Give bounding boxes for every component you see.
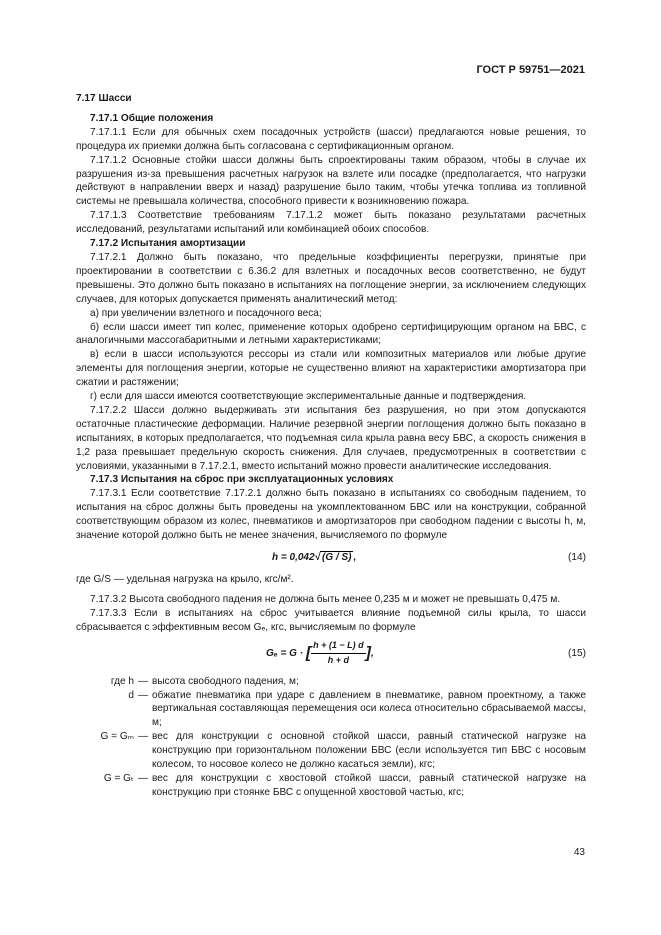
formula-14-explanation: где G/S — удельная нагрузка на крыло, кгс/м². xyxy=(76,574,294,585)
formula-15-lhs: Gₑ = G · xyxy=(266,647,304,659)
definition-item: d — обжатие пневматика при ударе с давлением в пневматике, равном проектному, а также вертикальная составляющая перемещения оси колеса относительно сбрасываемой массы, м; xyxy=(76,689,586,731)
document-body xyxy=(76,92,586,800)
paragraph: 7.17.3.2 Высота свободного падения не должна быть менее 0,235 м и может не превышать 0,475 м. xyxy=(90,593,561,605)
paragraph: 7.17.2.1 Должно быть показано, что предельные коэффициенты перегрузки, принятые при проектировании в соответствии с 6.36.2 для взлетных и посадочных весов соответственно, не будут превышены. Это должно быть показано в испытаниях на поглощение энергии, за исключением следующих случаев, для которых допускается применять аналитический метод: xyxy=(76,251,586,305)
formula-15-denominator: h + d xyxy=(327,654,350,665)
definition-text: обжатие пневматика при ударе с давлением в пневматике, равном проектному, а также вертикальная составляющая перемещения оси колеса относительно сбрасываемой массы, м; xyxy=(152,689,586,729)
formula-14-tail: , xyxy=(353,552,357,563)
list-item: г) если для шасси имеются соответствующие экспериментальные данные и подтверждения. xyxy=(90,391,527,403)
definition-item: G = Gₜ — вес для конструкции с хвостовой стойкой шасси, равный статической нагрузке на конструкцию при стоянке БВС с опущенной хвостовой частью, кгс; xyxy=(76,772,586,800)
subsection-title-general: 7.17.1 Общие положения xyxy=(90,112,214,124)
definition-term: где h xyxy=(110,675,134,687)
list-item: а) при увеличении взлетного и посадочного веса; xyxy=(90,307,322,319)
formula-15: Gₑ = G · [ $\frac{h + (1 - L) d}{h + d}$ ], (15) xyxy=(76,635,586,675)
definition-term: G = Gₘ xyxy=(100,731,134,743)
formula-14-radicand: (G / S) xyxy=(322,552,352,563)
standard-header: ГОСТ Р 59751—2021 xyxy=(476,64,585,76)
paragraph: 7.17.2.2 Шасси должно выдерживать эти испытания без разрушения, но при этом допускаются остаточные пластические деформации. Наличие резервной энергии поглощения должно быть показано в испытаниях, в которых предполагается, что подъемная сила крыла равна весу БВС, а скорость снижения в 1,2 раза превышает предельную скорость снижения. Для случаев, предусмотренных в соответствии с условиями, указанными в 7.17.2.1, вместо испытаний можно провести аналитические исследования. xyxy=(76,404,586,472)
definition-term: d xyxy=(128,689,134,701)
formula-14-number: (14) xyxy=(568,552,586,563)
paragraph: 7.17.3.3 Если в испытаниях на сброс учитывается влияние подъемной силы крыла, то шасси сбрасывается с эффективным весом Gₑ, кгс, вычисляемым по формуле xyxy=(76,607,586,633)
paragraph: 7.17.3.1 Если соответствие 7.17.2.1 должно быть показано в испытаниях со свободным падением, то испытания на сброс должны быть проведены на укомплектованном БВС или на конструкции, собранной соответствующим образом из колес, пневматиков и амортизаторов при свободном падении с высоты h, м, значение которой должно быть не менее значения, вычисляемого по формуле xyxy=(76,488,586,542)
subsection-title-shock: 7.17.2 Испытания амортизации xyxy=(90,238,246,250)
formula-14: h = 0,042√ (G / S) , (14) xyxy=(272,552,586,563)
section-title: 7.17 Шасси xyxy=(76,93,132,104)
paragraph: 7.17.1.2 Основные стойки шасси должны быть спроектированы таким образом, чтобы в случае их разрушения из-за превышения расчетных нагрузок на взлете или посадке (предполагается, что нагрузки действуют в направлении вверх и назад) разрушение было таким, чтобы утечка топлива из топливной системы не превышала количества, способного привести к возникновению пожара. xyxy=(76,154,586,208)
paragraph: 7.17.1.3 Соответствие требованиям 7.17.1.2 может быть показано результатами расчетных исследований, результатами испытаний или комбинацией обоих способов. xyxy=(76,210,586,236)
definition-term: G = Gₜ xyxy=(103,772,134,784)
subsection-title-drop: 7.17.3 Испытания на сброс при эксплуатационных условиях xyxy=(90,474,394,486)
definition-text: высота свободного падения, м; xyxy=(152,675,299,687)
definition-text: вес для конструкции с хвостовой стойкой шасси, равный статической нагрузке на конструкцию при стоянке БВС с опущенной хвостовой частью, кгс; xyxy=(152,772,586,798)
definition-text: вес для конструкции с основной стойкой шасси, равный статической нагрузке на конструкцию при горизонтальном положении БВС (если используется тип БВС с носовым колесом, то носовое колесо не должно касаться земли), кгс; xyxy=(152,731,586,771)
formula-14-lhs: h = 0,042 xyxy=(272,552,315,563)
formula-15-numerator: h + (1 − L) d xyxy=(311,639,366,654)
paragraph: 7.17.1.1 Если для обычных схем посадочных устройств (шасси) предлагаются новые решения, то процедура их приемки должна быть согласована с сертификационным органом. xyxy=(76,126,586,152)
list-item: в) если в шасси используются рессоры из стали или композитных материалов или любые другие элементы для поглощения энергии, которые не существенно влияют на характеристики амортизатора при сжатии и растяжении; xyxy=(76,349,586,389)
definition-item: где h — высота свободного падения, м; xyxy=(76,675,586,689)
formula-15-tail: , xyxy=(371,647,374,659)
list-item: б) если шасси имеет тип колес, применение которых одобрено сертифицирующим органом на БВС, с аналогичными массогабаритными и летными характеристиками; xyxy=(76,321,586,347)
page-number: 43 xyxy=(573,847,585,858)
definition-item: G = Gₘ — вес для конструкции с основной стойкой шасси, равный статической нагрузке на конструкцию при горизонтальном положении БВС (если используется тип БВС с носовым колесом, то носовое колесо не должно касаться земли), кгс; xyxy=(76,730,586,772)
formula-15-number: (15) xyxy=(568,647,586,659)
